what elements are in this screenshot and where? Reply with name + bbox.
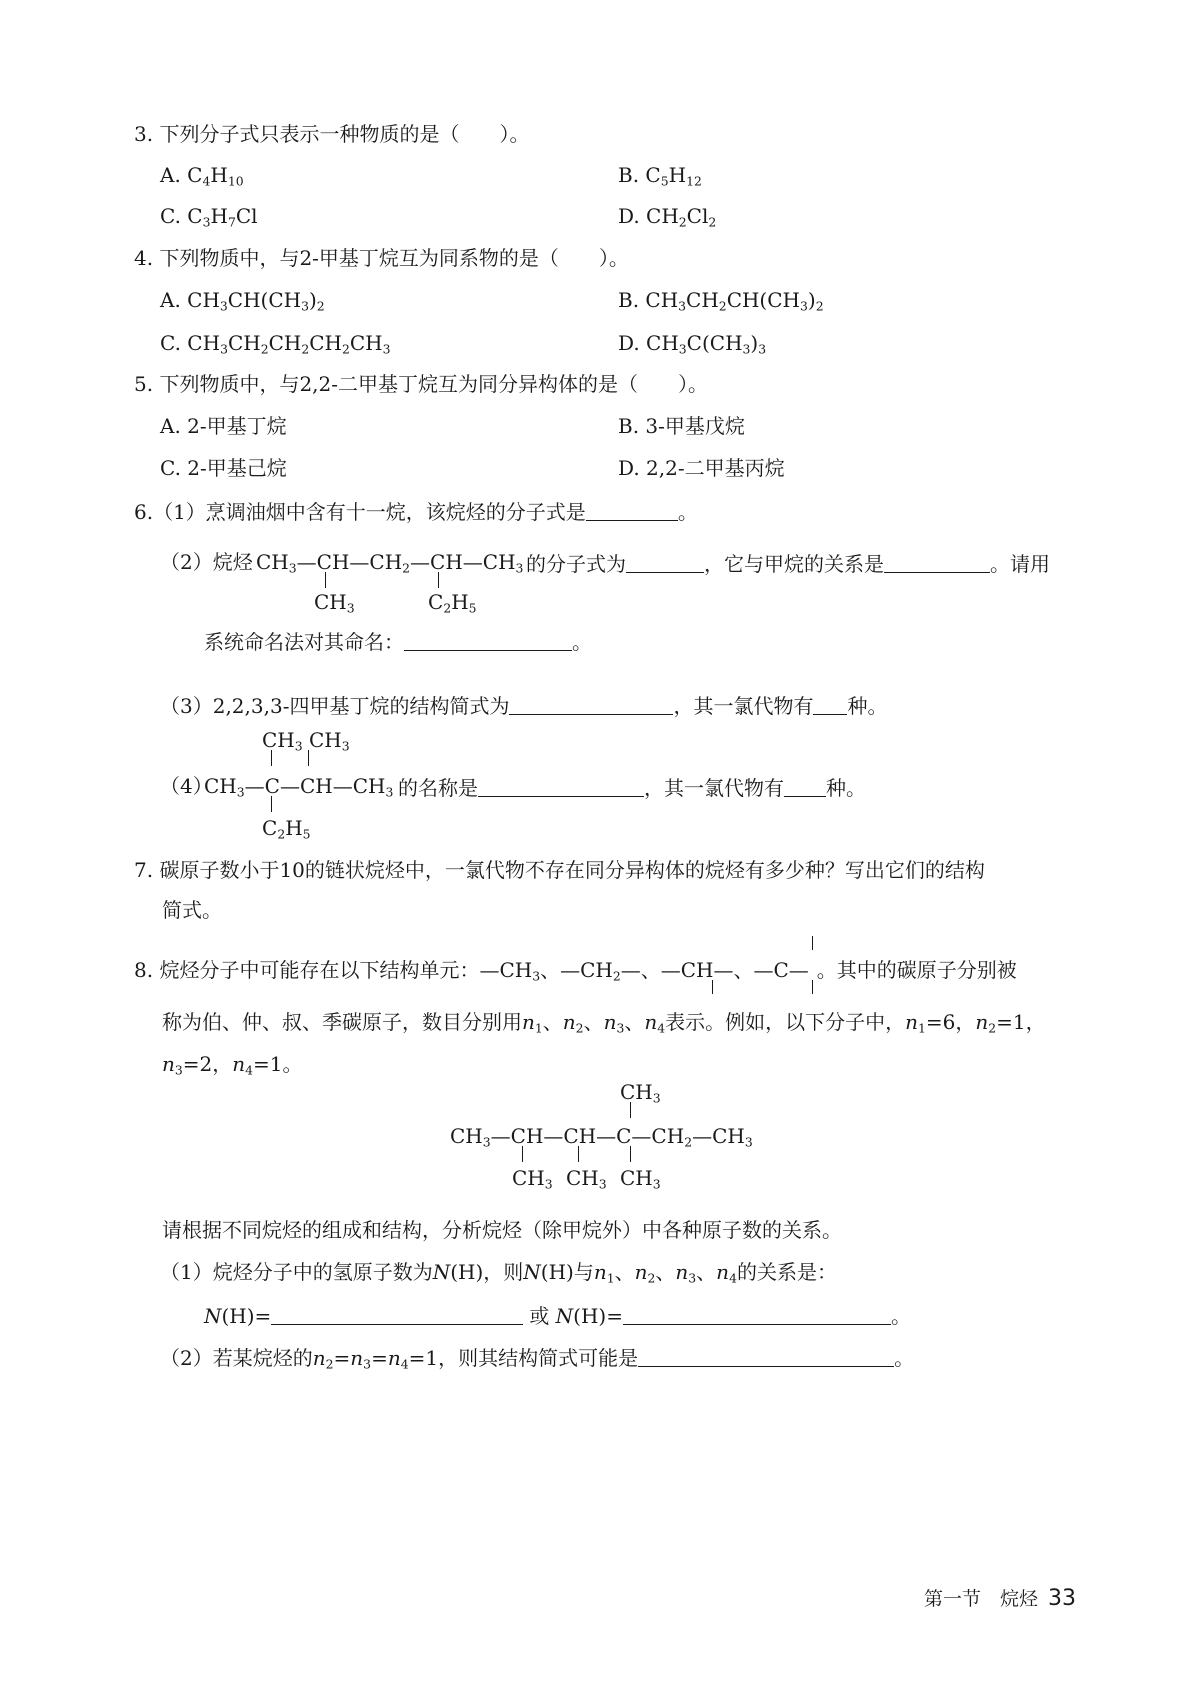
structural-unit-c: —C—: [753, 958, 809, 982]
answer-blank[interactable]: [271, 1304, 523, 1325]
q3-option-b: B. $C_5H_{12}$: [618, 163, 702, 189]
answer-blank[interactable]: [813, 694, 847, 715]
q6-part4-bottom-branch: $C_2H_5$: [262, 816, 311, 842]
q4-option-a: A. $CH_3CH(CH_3)_2$: [160, 288, 325, 314]
q5-option-b: B. 3-甲基戊烷: [618, 414, 745, 438]
footer-section-title: 第一节 烷烃: [924, 1588, 1039, 1610]
q3-option-d: D. $CH_2Cl_2$: [618, 204, 717, 230]
bond-line: [630, 1146, 631, 1162]
q8-molecule-branch-1: $CH_3$: [512, 1166, 553, 1192]
answer-blank[interactable]: [626, 552, 704, 573]
q8-line1: 8. 烷烃分子中可能存在以下结构单元：$—CH_3$、$—CH_2—$、—CH—、—C— 。其中的碳原子分别被: [134, 958, 1017, 984]
q5-option-c: C. 2-甲基己烷: [160, 456, 287, 480]
answer-blank[interactable]: [884, 552, 990, 573]
bond-line: [712, 980, 713, 994]
q6-part4-top-branches: $CH_3$ $CH_3$: [262, 728, 350, 754]
bond-line: [271, 750, 272, 766]
q4-option-c: C. $CH_3CH_2CH_2CH_2CH_3$: [160, 331, 391, 357]
q8-part2: （2）若某烷烃的$n_2=n_3=n_4=1$，则其结构简式可能是 。: [160, 1346, 915, 1372]
q8-part1: （1）烷烃分子中的氢原子数为N(H)，则N(H)与$n_1$、$n_2$、$n_3$、$n_4$的关系是：: [160, 1260, 837, 1286]
q6-part2-branch-ch3: $CH_3$: [314, 590, 355, 616]
structural-unit-ch: —CH—: [660, 958, 734, 982]
bond-line: [578, 1146, 579, 1162]
answer-blank[interactable]: [623, 1304, 891, 1325]
q6-part2-branch-c2h5: $C_2H_5$: [428, 590, 477, 616]
q6-part1-text: 6.（1）烹调油烟中含有十一烷，该烷烃的分子式是: [134, 500, 586, 524]
q3-stem: 3. 下列分子式只表示一种物质的是（ ）。: [134, 122, 530, 146]
bond-line: [812, 936, 813, 950]
q6-part4-formula: $CH_3—C—CH—CH_3$: [204, 774, 394, 800]
answer-blank[interactable]: [509, 694, 673, 715]
answer-blank[interactable]: [586, 500, 678, 521]
q4-option-b: B. $CH_3CH_2CH(CH_3)_2$: [618, 288, 824, 314]
bond-line: [438, 572, 439, 588]
answer-blank[interactable]: [404, 630, 572, 651]
page-number: 33: [1048, 1586, 1076, 1611]
answer-blank[interactable]: [478, 776, 644, 797]
q5-option-a: A. 2-甲基丁烷: [160, 414, 287, 438]
q7-line2: 简式。: [162, 898, 222, 922]
bond-line: [308, 750, 309, 766]
bond-line: [271, 796, 272, 812]
q6-part4-questions: 的名称是 ，其一氯代物有 种。: [398, 776, 866, 800]
bond-line: [630, 1102, 631, 1118]
answer-blank[interactable]: [638, 1346, 894, 1367]
q6-part2-questions: 的分子式为 ，它与甲烷的关系是 。请用: [526, 552, 1050, 576]
bond-line: [522, 1146, 523, 1162]
q3-option-a: A. $C_4H_{10}$: [160, 163, 244, 189]
q7-line1: 7. 碳原子数小于10的链状烷烃中，一氯代物不存在同分异构体的烷烃有多少种？写出它们的结构: [134, 858, 985, 882]
q6-part2-formula: $CH_3—CH—CH_2—CH—CH_3$: [256, 550, 524, 576]
q8-line4: 请根据不同烷烃的组成和结构，分析烷烃（除甲烷外）中各种原子数的关系。: [162, 1218, 842, 1242]
q4-option-d: D. $CH_3C(CH_3)_3$: [618, 331, 767, 357]
q8-line2: 称为伯、仲、叔、季碳原子，数目分别用$n_1$、$n_2$、$n_3$、$n_4$表示。例如，以下分子中，$n_1=6$，$n_2=1$，: [162, 1010, 1046, 1036]
q6-part4-label: （4）: [160, 774, 213, 798]
q3-option-c: C. $C_3H_7Cl$: [160, 204, 258, 230]
bond-line: [812, 980, 813, 994]
q5-stem: 5. 下列物质中，与2,2-二甲基丁烷互为同分异构体的是（ ）。: [134, 372, 709, 396]
bond-line: [325, 572, 326, 588]
answer-blank[interactable]: [784, 776, 826, 797]
q4-stem: 4. 下列物质中，与2-甲基丁烷互为同系物的是（ ）。: [134, 246, 629, 270]
q8-molecule-branch-3: $CH_3$: [620, 1166, 661, 1192]
q8-molecule-main-chain: $CH_3—CH—CH—C—CH_2—CH_3$: [450, 1124, 753, 1150]
q8-molecule-top-branch: $CH_3$: [620, 1080, 661, 1106]
q8-part1-equations: N(H)= 或 N(H)= 。: [204, 1304, 911, 1328]
q6-part2-label: （2）烷烃: [160, 550, 253, 574]
q6-part2-naming: 系统命名法对其命名： 。: [204, 630, 592, 654]
q8-molecule-branch-2: $CH_3$: [566, 1166, 607, 1192]
q6-part3: （3）2,2,3,3-四甲基丁烷的结构简式为 ，其一氯代物有 种。: [160, 694, 888, 718]
q6-part1: 6.（1）烹调油烟中含有十一烷，该烷烃的分子式是 。: [134, 500, 698, 524]
q8-line3: $n_3=2$，$n_4=1$。: [162, 1052, 303, 1078]
q5-option-d: D. 2,2-二甲基丙烷: [618, 456, 785, 480]
